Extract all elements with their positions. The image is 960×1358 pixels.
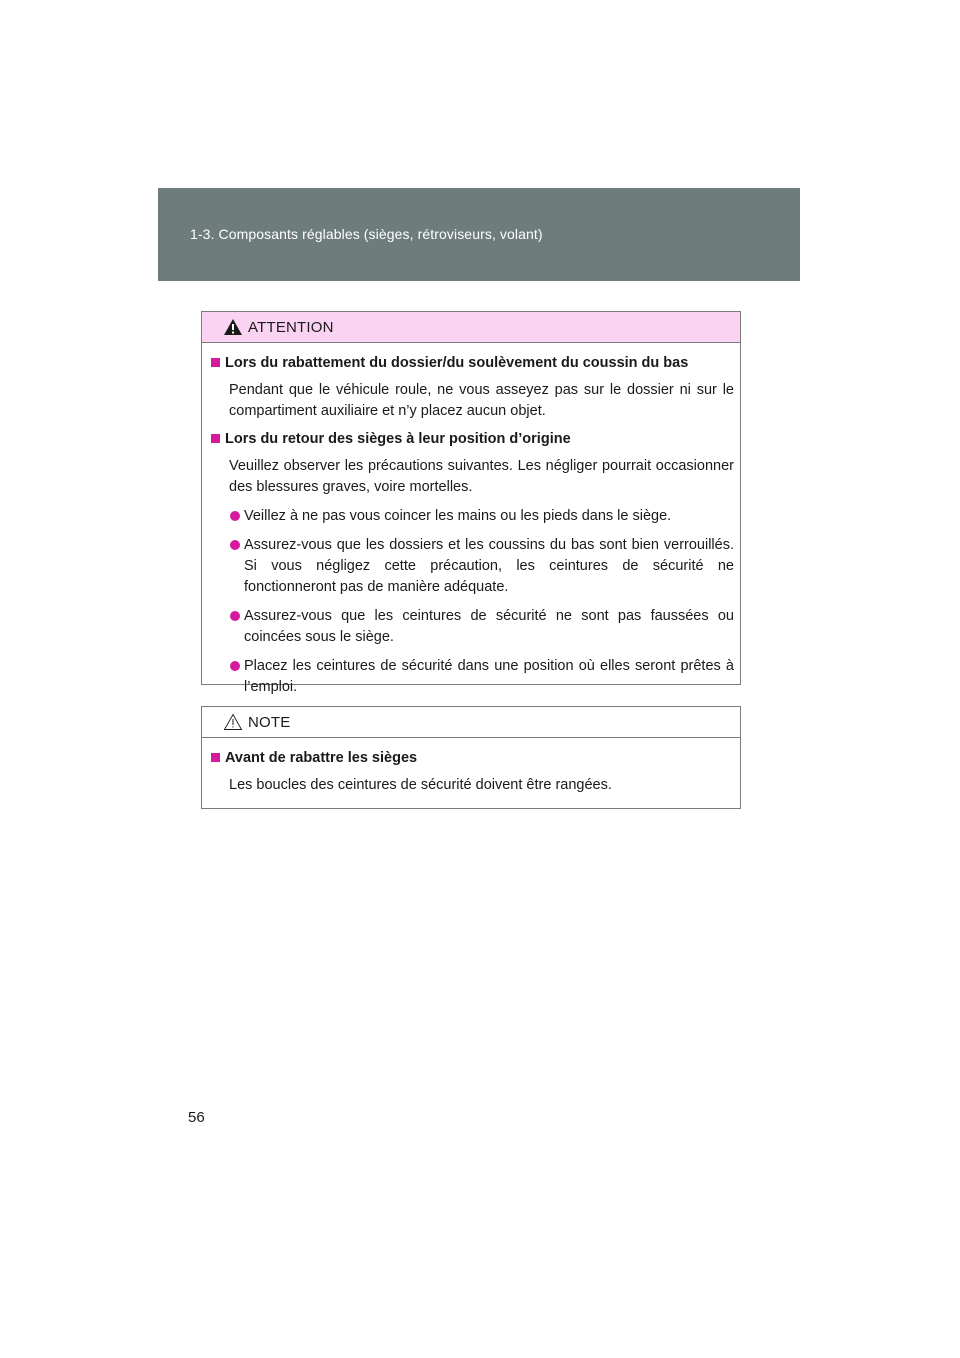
list-item-text: Veillez à ne pas vous coincer les mains ou les pieds dans le siège. — [244, 508, 672, 524]
list-item — [211, 506, 734, 527]
round-bullet-icon — [230, 611, 240, 621]
round-bullet-icon — [230, 540, 240, 550]
attention-body — [202, 343, 740, 698]
square-bullet-icon — [211, 753, 220, 762]
header-band — [158, 188, 800, 281]
section-paragraph: Veuillez observer les précautions suivantes. Les négliger pourrait occasionner des blessures graves, voire mortelles. — [229, 458, 734, 495]
section-paragraph: Pendant que le véhicule roule, ne vous asseyez pas sur le dossier ni sur le compartiment auxiliaire et n’y placez aucun objet. — [229, 382, 734, 419]
section-heading — [211, 749, 734, 768]
section-paragraph: Les boucles des ceintures de sécurité doivent être rangées. — [229, 777, 612, 793]
warning-triangle-icon — [223, 318, 243, 336]
list-item — [211, 535, 734, 598]
list-item-text: Placez les ceintures de sécurité dans une position où elles seront prêtes à l’emploi. — [244, 658, 734, 695]
section-heading — [211, 430, 734, 449]
page-number: 56 — [188, 1109, 205, 1126]
attention-title: ATTENTION — [248, 319, 334, 336]
list-item-text: Assurez-vous que les ceintures de sécurité ne sont pas faussées ou coincées sous le siège. — [244, 608, 734, 645]
round-bullet-icon — [230, 511, 240, 521]
round-bullet-icon — [230, 661, 240, 671]
note-box — [201, 706, 741, 809]
square-bullet-icon — [211, 434, 220, 443]
note-body — [202, 738, 740, 796]
note-header — [202, 707, 740, 738]
section-heading-text: Lors du retour des sièges à leur position d’origine — [225, 431, 571, 447]
section-heading-text: Lors du rabattement du dossier/du soulèvement du coussin du bas — [225, 355, 689, 371]
list-item-text: Assurez-vous que les dossiers et les coussins du bas sont bien verrouillés. Si vous négligez cette précaution, les ceintures de sécurité ne fonctionneront pas de manière adéquate. — [244, 537, 734, 595]
list-item — [211, 656, 734, 698]
list-item — [211, 606, 734, 648]
attention-header — [202, 312, 740, 343]
square-bullet-icon — [211, 358, 220, 367]
section-heading — [211, 354, 734, 373]
section-heading-text: Avant de rabattre les sièges — [225, 750, 418, 766]
attention-box — [201, 311, 741, 695]
section-title: 1-3. Composants réglables (sièges, rétroviseurs, volant) — [190, 226, 543, 242]
note-title: NOTE — [248, 714, 291, 731]
warning-triangle-outline-icon — [223, 713, 243, 731]
